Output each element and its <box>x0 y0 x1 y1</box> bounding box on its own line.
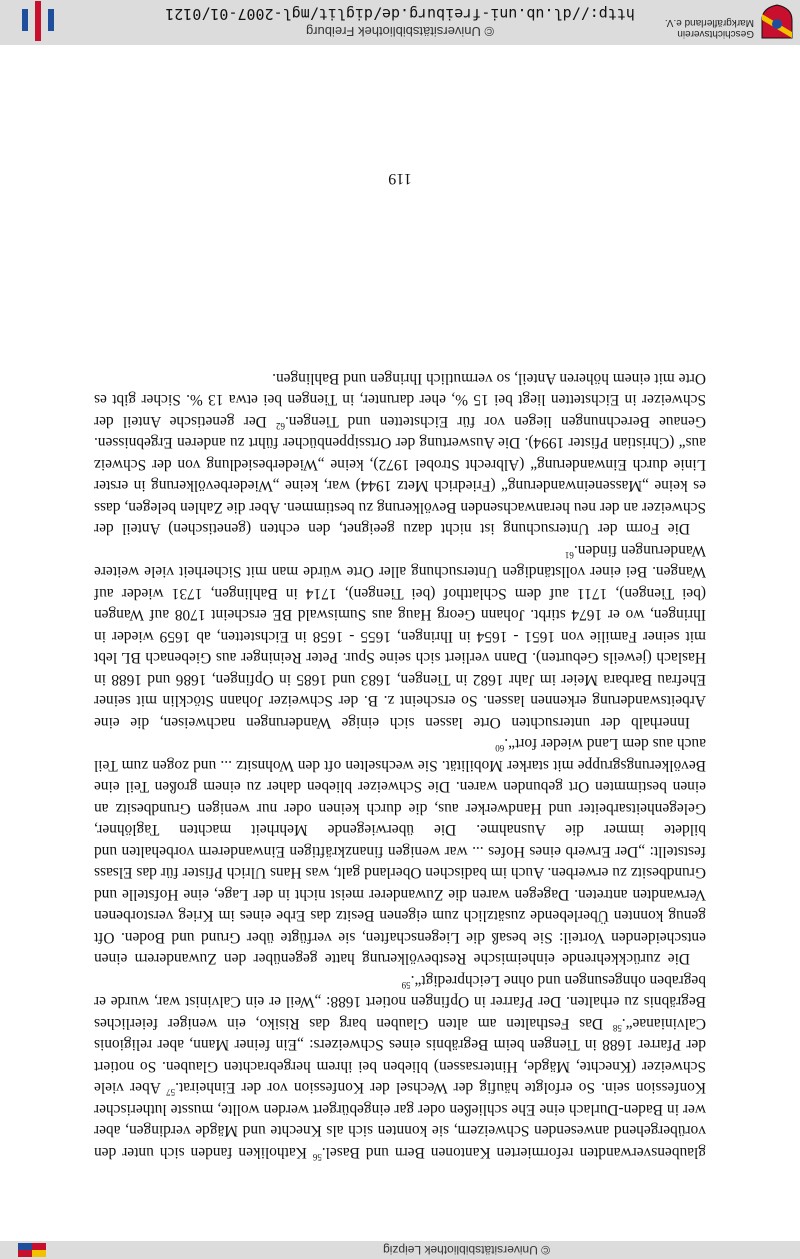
page-number: 119 <box>388 170 412 187</box>
footnote-ref-61: 61 <box>564 550 574 560</box>
header-bar <box>0 1241 800 1259</box>
coat-of-arms-icon <box>18 1243 46 1257</box>
paragraph-4: Die Form der Untersuchung ist nicht dazu geeignet, den echten (genetischen) Anteil der Schweizer an der neu heranwachsenden Bevölkerung zu bestimmen. Aber die Zahlen belegen, dass es keine „Masseneinwanderung“ (Friedrich Metz 1944) war, keine „Wiederbevölkerung in erster Linie durch Einwanderung“ (Albrecht Strobel 1972), keine „Wiederbesiedlung von der Schweiz aus“ (Christian Pfister 1994). Die Auswertung der Ortssippenbücher führt zu anderen Ergebnissen. Genaue Berechnungen liegen vor für Eichstetten und Tiengen.$^{62}$ Der genetische Anteil der Schweizer in Eichstetten liegt bei 15 %, eher darunter, in Tiengen bei etwa 13 %. Sicher gibt es Orte mit einem höheren Anteil, so vermutlich Ihringen und Bahlingen. <box>94 370 706 538</box>
permalink-url[interactable]: http://dl.ub.uni-freiburg.de/diglit/mgl-2007-01/0121 <box>165 5 635 23</box>
footnote-ref-56: 56 <box>312 1152 322 1162</box>
header-copyright: © Universitätsbibliothek Leipzig <box>383 1243 550 1257</box>
brand-text: Geschichtsverein Markgräflerland e.V. <box>664 17 754 39</box>
footer-bar <box>0 0 800 45</box>
paragraph-1: glaubensverwandten reformierten Kantonen Bern und Basel.$^{56}$ Katholiken fanden sich unter den vorübergehend anwesenden Schweizern, sie konnten sich als Knechte und Mägde verdingen, aber wer in Baden-Durlach eine Ehe schließen oder gar eingebürgert werden wollte, musste lutherischer Konfession sein. So erfolgte häufig der Wechsel der Konfession vor der Einheirat.$^{57}$ Aber viele Schweizer (Knechte, Mägde, Hintersassen) blieben bei ihrem hergebrachten Glauben. So notiert der Pfarrer 1688 in Tiengen beim Begräbnis eines Schweizers: „Ein feiner Mann, aber religionis Calvinianae“.$^{58}$ Das Festhalten am alten Glauben barg das Risiko, ein weniger feierliches Begräbnis zu erhalten. Der Pfarrer in Opfingen notiert 1688: „Weil er ein Calvinist war, wurde er begraben ohngesungen und ohne Leichpredigt“.$^{59}$ <box>94 972 706 1162</box>
footnote-ref-58: 58 <box>612 1023 622 1033</box>
footnote-ref-60: 60 <box>495 743 505 754</box>
footnote-ref-57: 57 <box>166 1087 176 1098</box>
footnote-ref-62: 62 <box>275 421 285 431</box>
ub-freiburg-logo-icon <box>18 1 58 41</box>
paragraph-2: Die zurückkehrende einheimische Restbevölkerung hatte gegenüber den Zuwanderern einen entscheidenden Vorteil: Sie besaß die Liegenschaften, sie verfügte über Grund und Boden. Oft genug konnten Überlebende zusätzlich zum eigenen Besitz das Erbe eines im Krieg verstorbenen Verwandten antreten. Dagegen waren die Zuwanderer meist nicht in der Lage, eine Hofstelle und Grundbesitz zu erwerben. Auch im badischen Oberland galt, was Hans Ulrich Pfister für das Elsass feststellt: „Der Erwerb eines Hofes ... war wenigen finanzkräftigen Einwanderern vorbehalten und bildete immer die Ausnahme. Die überwiegende Mehrheit machten Taglöhner, Gelegenheitsarbeiter und Handwerker aus, die durch keinen oder nur wenigen Grundbesitz an einen bestimmten Ort gebunden waren. Die Schweizer blieben daher zu einem großen Teil eine Bevölkerungsgruppe mit starker Mobilität. Sie wechselten oft den Wohnsitz ... und zogen zum Teil auch aus dem Land wieder fort“.$^{60}$ <box>94 735 706 968</box>
document-text <box>94 368 706 1164</box>
footnote-ref-59: 59 <box>401 980 411 990</box>
footer-copyright: © Universitätsbibliothek Freiburg <box>305 24 495 39</box>
paragraph-3: Innerhalb der untersuchten Orte lassen sich einige Wanderungen nachweisen, die eine Arbeitswanderung erkennen lassen. So erscheint z. B. der Schweizer Johann Stöcklin mit seiner Ehefrau Barbara Meier im Jahr 1682 in Tiengen, 1683 und 1685 in Opfingen, 1686 und 1688 in Haslach (jeweils Geburten). Dann verliert sich seine Spur. Peter Reininger aus Giebenach BL lebt mit seiner Familie von 1651 - 1654 in Ihringen, 1655 - 1658 in Eichstetten, ab 1659 wieder in Ihringen, wo er 1674 stirbt. Johann Georg Haug aus Sumiswald BE erscheint 1708 auf Wangen (bei Tiengen), 1711 auf dem Schlatthof (bei Tiengen), 1714 in Bahlingen, 1731 wieder auf Wangen. Bei einer vollständigen Untersuchung aller Orte würde man mit Sicherheit viele weitere Wanderungen finden.$^{61}$ <box>94 542 706 731</box>
